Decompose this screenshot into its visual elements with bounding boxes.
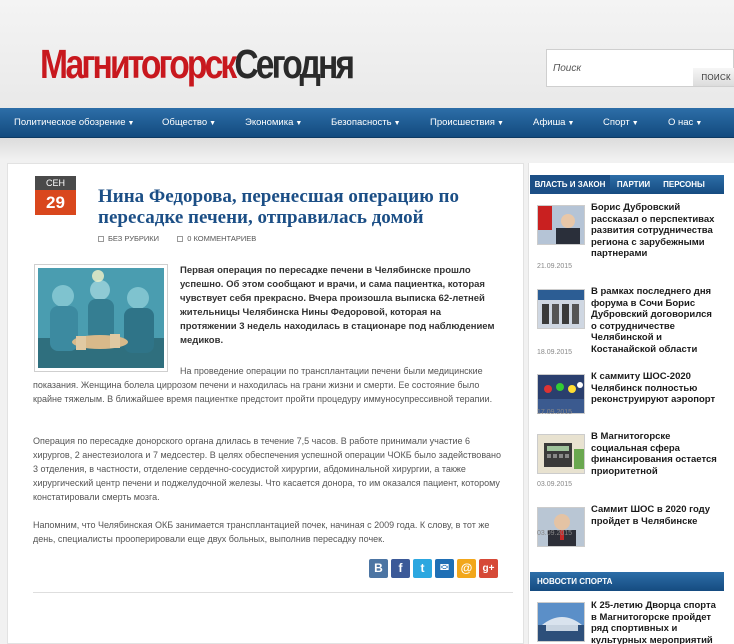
news-title: К саммиту ШОС-2020 Челябинск полностью реконструируют аэропорт [591, 371, 716, 405]
chevron-down-icon: ▼ [295, 120, 303, 127]
nav-item-security[interactable] [331, 108, 401, 138]
main-nav [0, 108, 734, 138]
sidebar-tabs [530, 175, 724, 194]
news-date: 03.09.2015 [537, 481, 573, 488]
news-date: 03.09.2015 [537, 530, 573, 537]
article-image [34, 264, 168, 372]
search-box [546, 49, 734, 87]
article-title[interactable]: Нина Федорова, перенесшая операцию по пересадке печени, отправилась домой [98, 186, 459, 228]
chevron-down-icon: ▼ [209, 120, 217, 127]
googleplus-icon[interactable]: g+ [479, 559, 498, 578]
search-input[interactable] [547, 50, 693, 86]
chevron-down-icon: ▼ [631, 120, 639, 127]
nav-item-economy[interactable] [245, 108, 302, 138]
logo-part-2: Сегодня [234, 41, 353, 87]
mail-icon[interactable]: ✉ [435, 559, 454, 578]
nav-label: Общество [162, 117, 208, 128]
nav-label: О нас [668, 117, 694, 128]
nav-label: Экономика [245, 117, 294, 128]
news-title: В Магнитогорске социальная сфера финансирования остается приоритетной [591, 431, 717, 477]
nav-label: Происшествия [430, 117, 495, 128]
chevron-down-icon: ▼ [496, 120, 504, 127]
news-date: 18.09.2015 [537, 349, 573, 356]
news-thumbnail [537, 205, 585, 245]
news-thumbnail [537, 289, 585, 329]
logo-part-1: Магнитогорск [40, 41, 235, 87]
chevron-down-icon: ▼ [393, 120, 401, 127]
nav-label: Спорт [603, 117, 630, 128]
paragraph-1-text: На проведение операции по трансплантации печени были медицинские показания. Женщина болела циррозом печени и находилась на грани жизни и смерти. Ее состояние было крайне тяжелым. В ближайшее время пациентке предстоит пройти процедуру иммуносупрессивной терапии. [33, 366, 493, 404]
news-title: К 25-летию Дворца спорта в Магнитогорске пройдет ряд спортивных и культурных мероприятий [591, 600, 716, 644]
news-title: Борис Дубровский рассказал о перспективах развития сотрудничества региона с зарубежными партнерами [591, 202, 715, 259]
site-header [0, 0, 734, 108]
twitter-icon[interactable]: t [413, 559, 432, 578]
divider [33, 592, 513, 593]
article-paragraph-2: Операция по пересадке донорского органа длилась в течение 7,5 часов. В работе принимали участие 6 хирургов, 2 анестезиолога и 7 медсестер. В целях обеспечения успешной операции ЧОКБ было задействовано 3 отделения, в частности, отделение сердечно-сосудистой хирургии, абдоминальной хирургии, а также хирургический центр печени и поджелудочной железы. Что касается донора, то им оказался пациент, которому констатировали смерть мозга. [33, 436, 501, 502]
vk-icon[interactable]: В [369, 559, 388, 578]
comments-link[interactable]: 0 КОММЕНТАРИЕВ [187, 234, 257, 243]
nav-item-events[interactable] [533, 108, 574, 138]
nav-label: Афиша [533, 117, 566, 128]
news-date: 21.09.2015 [537, 263, 573, 270]
article-paragraph-3: Напомним, что Челябинская ОКБ занимается трансплантацией почек, начиная с 2009 года. К слову, в тот же день, специалисты прооперировали еще двух больных, выполнив пересадку почек. [33, 520, 490, 544]
tab-persons[interactable]: ПЕРСОНЫ [663, 180, 705, 189]
folder-icon [98, 236, 104, 242]
article-paragraph-1 [33, 364, 503, 406]
nav-item-politics[interactable] [14, 108, 134, 138]
nav-label: Политическое обозрение [14, 117, 126, 128]
tab-power-and-law[interactable]: ВЛАСТЬ И ЗАКОН [530, 175, 610, 194]
article-lead: Первая операция по пересадке печени в Челябинске прошло успешно. Об этом сообщают и врачи, и сама пациентка, которая чувствует себя прекрасно. Вчера произошла выписка 62-летней жительницы Челябинска Нины Федоровой, которая на протяжении 3 недель находилась в стационаре под наблюдением медиков. [180, 265, 495, 346]
chevron-down-icon: ▼ [695, 120, 703, 127]
tab-parties[interactable]: ПАРТИИ [616, 180, 651, 189]
mailru-icon[interactable]: @ [457, 559, 476, 578]
article-meta [98, 234, 256, 243]
chevron-down-icon: ▼ [567, 120, 575, 127]
chevron-down-icon: ▼ [127, 120, 135, 127]
nav-item-society[interactable] [162, 108, 216, 138]
nav-item-incidents[interactable] [430, 108, 504, 138]
facebook-icon[interactable]: f [391, 559, 410, 578]
surgery-photo-icon [38, 268, 164, 368]
nav-label: Безопасность [331, 117, 392, 128]
news-thumbnail [537, 374, 585, 414]
nav-item-sport[interactable] [603, 108, 639, 138]
news-title: В рамках последнего дня форума в Сочи Борис Дубровский договорился о сотрудничестве Челябинской и Костанайской области [591, 286, 712, 355]
comment-icon [177, 236, 183, 242]
news-thumbnail [537, 507, 585, 547]
news-date: 17.09.2015 [537, 409, 573, 416]
search-button[interactable]: ПОИСК [693, 68, 734, 86]
news-thumbnail [537, 602, 585, 642]
header-shadow [0, 138, 734, 160]
date-month: СЕН [35, 176, 76, 190]
site-logo[interactable] [40, 39, 352, 89]
date-day: 29 [35, 190, 76, 215]
date-badge [35, 176, 76, 215]
nav-item-about[interactable] [668, 108, 702, 138]
news-thumbnail [537, 434, 585, 474]
sport-news-header[interactable]: НОВОСТИ СПОРТА [530, 572, 724, 591]
news-title: Саммит ШОС в 2020 году пройдет в Челябинске [591, 504, 711, 527]
category-link[interactable]: БЕЗ РУБРИКИ [108, 234, 160, 243]
